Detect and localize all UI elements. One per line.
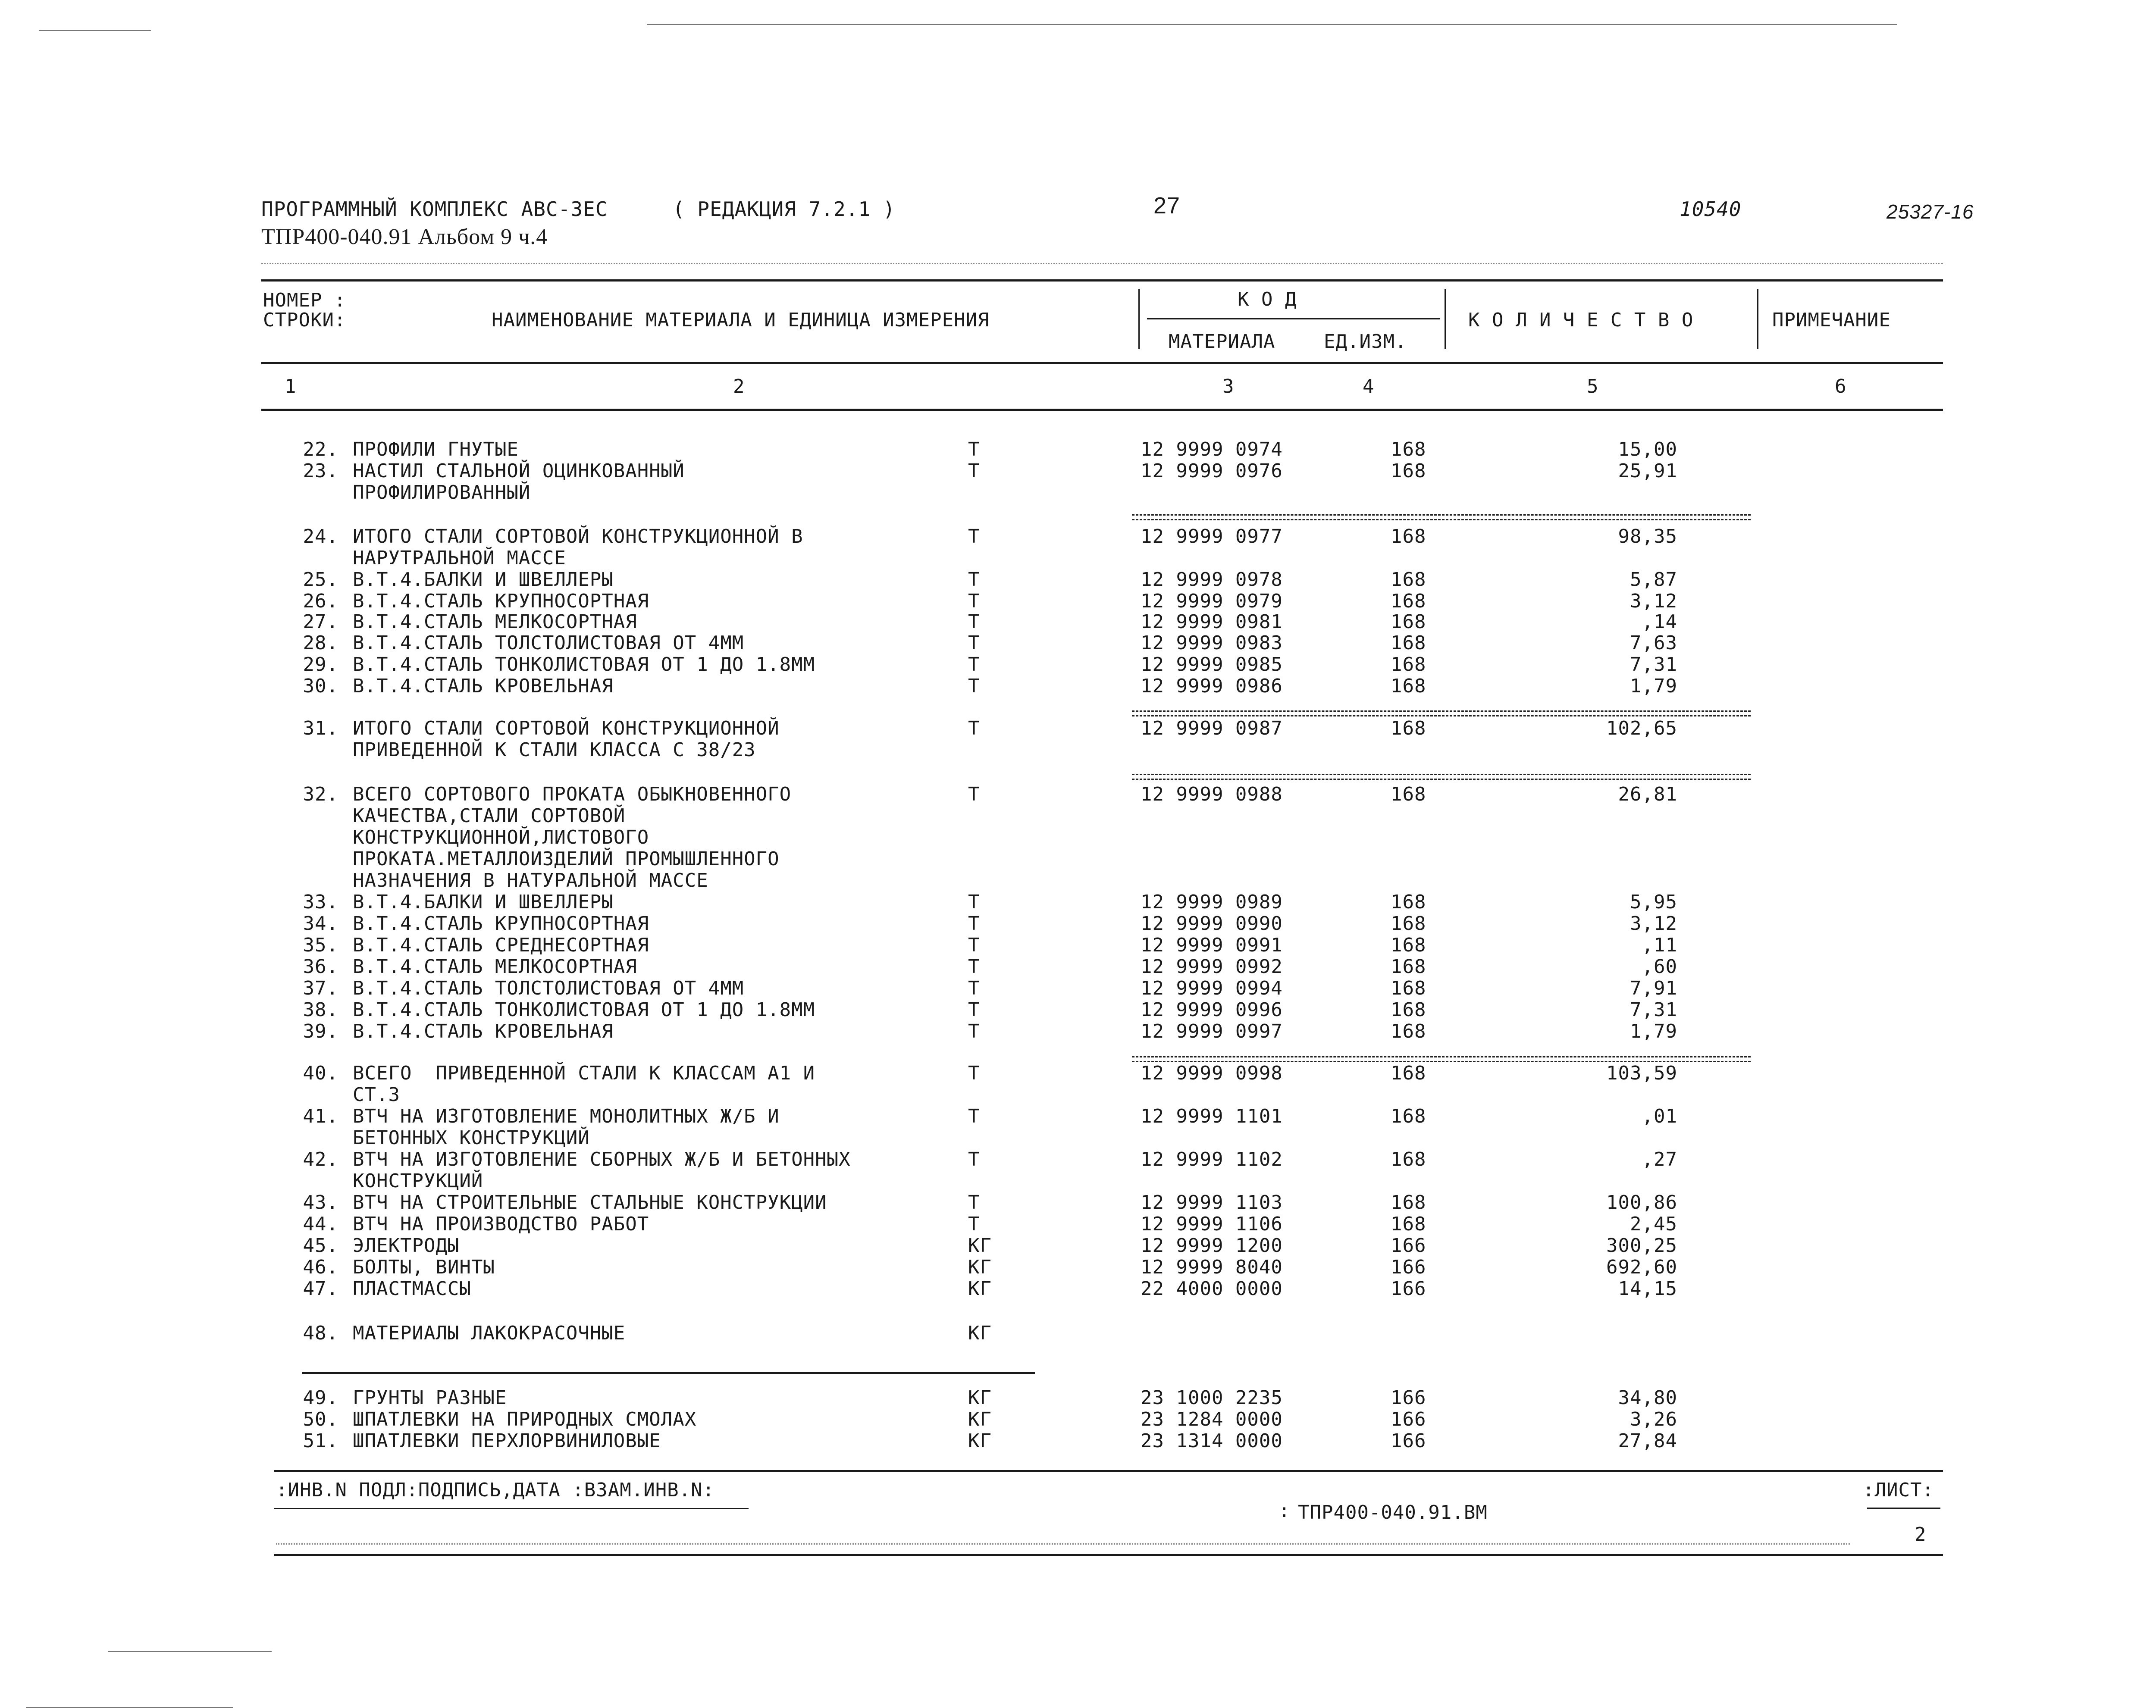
quantity: 1,79 (1630, 1020, 1677, 1042)
dotted-separator (276, 1543, 1850, 1545)
unit-of-measure: Т (968, 977, 980, 999)
material-name: В.Т.4.СТАЛЬ СРЕДНЕСОРТНАЯ (353, 934, 649, 956)
total-separator (1132, 514, 1751, 520)
note-column-header: ПРИМЕЧАНИЕ (1772, 309, 1891, 331)
quantity: 3,12 (1630, 590, 1677, 612)
quantity: 34,80 (1618, 1387, 1677, 1409)
code-split-rule (1147, 318, 1440, 319)
row-number: 38. (303, 999, 338, 1021)
unit-of-measure: КГ (968, 1322, 992, 1344)
row-number: 51. (303, 1430, 338, 1452)
quantity: 2,45 (1630, 1213, 1677, 1235)
unit-code: 168 (1391, 460, 1426, 482)
unit-code: 168 (1391, 1105, 1426, 1127)
material-name: В.Т.4.СТАЛЬ ТОЛСТОЛИСТОВАЯ ОТ 4ММ (353, 632, 744, 654)
row-number: 23. (303, 460, 338, 482)
unit-code: 168 (1391, 611, 1426, 633)
material-code: 23 1284 0000 (1141, 1408, 1283, 1430)
code-material-header: МАТЕРИАЛА (1169, 331, 1275, 353)
material-code: 12 9999 0977 (1141, 526, 1283, 547)
code-column-header: К О Д (1238, 288, 1297, 310)
row-number: 41. (303, 1105, 338, 1127)
unit-of-measure: Т (968, 956, 980, 978)
row-number: 28. (303, 632, 338, 654)
row-number: 48. (303, 1322, 338, 1344)
row-number: 47. (303, 1278, 338, 1300)
dotted-separator (261, 263, 1943, 264)
quantity: 103,59 (1606, 1062, 1677, 1084)
unit-code: 168 (1391, 590, 1426, 612)
sheet-label: :ЛИСТ: (1863, 1479, 1934, 1501)
unit-code: 168 (1391, 977, 1426, 999)
name-column-header: НАИМЕНОВАНИЕ МАТЕРИАЛА И ЕДИНИЦА ИЗМЕРЕНИЯ (492, 309, 990, 331)
unit-code: 168 (1391, 999, 1426, 1021)
material-code: 12 9999 0990 (1141, 913, 1283, 935)
row-number: 24. (303, 526, 338, 547)
row-number: 25. (303, 569, 338, 591)
scan-artifact (39, 30, 151, 31)
program-title: ПРОГРАММНЫЙ КОМПЛЕКС АВС-3ЕС (261, 197, 608, 221)
unit-of-measure: КГ (968, 1256, 992, 1278)
unit-of-measure: Т (968, 1192, 980, 1214)
material-code: 12 9999 0986 (1141, 675, 1283, 697)
column-index-4: 4 (1363, 375, 1375, 397)
unit-of-measure: Т (968, 590, 980, 612)
quantity: ,60 (1642, 956, 1677, 978)
row-number: 39. (303, 1020, 338, 1042)
material-name: В.Т.4.СТАЛЬ КРОВЕЛЬНАЯ (353, 675, 614, 697)
material-name: ВТЧ НА ПРОИЗВОДСТВО РАБОТ (353, 1213, 649, 1235)
material-code: 12 9999 1102 (1141, 1148, 1283, 1170)
material-name: ПРОФИЛИ ГНУТЫЕ (353, 438, 519, 460)
stamp-bottom-rule (274, 1554, 1943, 1556)
unit-of-measure: Т (968, 1105, 980, 1127)
material-code: 12 9999 0987 (1141, 717, 1283, 739)
material-name: ШПАТЛЕВКИ ПЕРХЛОРВИНИЛОВЫЕ (353, 1430, 661, 1452)
column-index-6: 6 (1835, 375, 1847, 397)
material-code: 12 9999 0976 (1141, 460, 1283, 482)
sheet-rule (1867, 1508, 1940, 1509)
row-number: 49. (303, 1387, 338, 1409)
unit-code: 166 (1391, 1235, 1426, 1257)
material-code: 23 1314 0000 (1141, 1430, 1283, 1452)
code-unit-header: ЕД.ИЗМ. (1324, 331, 1407, 353)
material-name: ИТОГО СТАЛИ СОРТОВОЙ КОНСТРУКЦИОННОЙ В НАРУТРАЛЬНОЙ МАССЕ (353, 526, 803, 569)
row-number: 27. (303, 611, 338, 633)
row-number: 34. (303, 913, 338, 935)
sheet-number: 2 (1915, 1523, 1927, 1545)
material-name: В.Т.4.БАЛКИ И ШВЕЛЛЕРЫ (353, 891, 614, 913)
unit-of-measure: Т (968, 999, 980, 1021)
material-name: НАСТИЛ СТАЛЬНОЙ ОЦИНКОВАННЫЙ ПРОФИЛИРОВАННЫЙ (353, 460, 685, 504)
unit-of-measure: КГ (968, 1235, 992, 1257)
material-name: ВСЕГО СОРТОВОГО ПРОКАТА ОБЫКНОВЕННОГО КАЧЕСТВА,СТАЛИ СОРТОВОЙ КОНСТРУКЦИОННОЙ,ЛИСТОВОГО ПРОКАТА.МЕТАЛЛОИЗДЕЛИЙ ПРОМЫШЛЕННОГО НАЗНАЧЕНИЯ В НАТУРАЛЬНОЙ МАССЕ (353, 783, 792, 892)
material-name: ИТОГО СТАЛИ СОРТОВОЙ КОНСТРУКЦИОННОЙ ПРИВЕДЕННОЙ К СТАЛИ КЛАССА С 38/23 (353, 717, 780, 761)
unit-code: 166 (1391, 1408, 1426, 1430)
row-number: 35. (303, 934, 338, 956)
material-code: 12 9999 0979 (1141, 590, 1283, 612)
material-code: 12 9999 8040 (1141, 1256, 1283, 1278)
header-top-rule (261, 279, 1943, 282)
material-code: 12 9999 0996 (1141, 999, 1283, 1021)
unit-code: 168 (1391, 913, 1426, 935)
scan-artifact (647, 24, 1897, 25)
quantity: 25,91 (1618, 460, 1677, 482)
material-name: ВТЧ НА ИЗГОТОВЛЕНИЕ СБОРНЫХ Ж/Б И БЕТОННЫХ КОНСТРУКЦИЙ (353, 1148, 851, 1192)
stamp-labels: :ИНВ.N ПОДЛ:ПОДПИСЬ,ДАТА :ВЗАМ.ИНВ.N: (276, 1479, 715, 1501)
material-name: В.Т.4.СТАЛЬ КРУПНОСОРТНАЯ (353, 913, 649, 935)
row-number: 26. (303, 590, 338, 612)
unit-of-measure: Т (968, 783, 980, 805)
album-title: ТПР400-040.91 Альбом 9 ч.4 (261, 225, 548, 249)
unit-of-measure: Т (968, 569, 980, 591)
quantity: 5,95 (1630, 891, 1677, 913)
row-number: 22. (303, 438, 338, 460)
quantity: 3,12 (1630, 913, 1677, 935)
column-index-5: 5 (1587, 375, 1599, 397)
header-mid-rule (261, 362, 1943, 364)
material-name: В.Т.4.СТАЛЬ МЕЛКОСОРТНАЯ (353, 611, 637, 633)
unit-of-measure: Т (968, 1062, 980, 1084)
unit-code: 166 (1391, 1278, 1426, 1300)
doc-number: 25327-16 (1887, 200, 1974, 223)
material-name: В.Т.4.СТАЛЬ ТОЛСТОЛИСТОВАЯ ОТ 4ММ (353, 977, 744, 999)
quantity: ,14 (1642, 611, 1677, 633)
unit-of-measure: КГ (968, 1387, 992, 1409)
unit-code: 166 (1391, 1430, 1426, 1452)
quantity: 1,79 (1630, 675, 1677, 697)
unit-of-measure: Т (968, 526, 980, 547)
unit-of-measure: Т (968, 1020, 980, 1042)
unit-code: 168 (1391, 1062, 1426, 1084)
material-name: МАТЕРИАЛЫ ЛАКОКРАСОЧНЫЕ (353, 1322, 626, 1344)
quantity: 27,84 (1618, 1430, 1677, 1452)
quantity: 7,63 (1630, 632, 1677, 654)
quantity: 5,87 (1630, 569, 1677, 591)
unit-code: 168 (1391, 526, 1426, 547)
scan-artifact (108, 1651, 272, 1652)
material-code: 12 9999 0989 (1141, 891, 1283, 913)
total-separator (1132, 710, 1751, 716)
unit-of-measure: Т (968, 1148, 980, 1170)
row-number: 45. (303, 1235, 338, 1257)
quantity: ,11 (1642, 934, 1677, 956)
material-code: 12 9999 1200 (1141, 1235, 1283, 1257)
header-bottom-rule (261, 409, 1943, 411)
quantity-column-header: К О Л И Ч Е С Т В О (1468, 309, 1694, 331)
column-index-2: 2 (733, 375, 745, 397)
quantity: 7,31 (1630, 999, 1677, 1021)
unit-code: 168 (1391, 1148, 1426, 1170)
material-name: В.Т.4.СТАЛЬ ТОНКОЛИСТОВАЯ ОТ 1 ДО 1.8ММ (353, 999, 815, 1021)
unit-code: 168 (1391, 891, 1426, 913)
row-number: 43. (303, 1192, 338, 1214)
unit-code: 168 (1391, 632, 1426, 654)
material-code: 12 9999 1103 (1141, 1192, 1283, 1214)
material-code: 12 9999 0991 (1141, 934, 1283, 956)
unit-code: 168 (1391, 1213, 1426, 1235)
material-name: ВТЧ НА ИЗГОТОВЛЕНИЕ МОНОЛИТНЫХ Ж/Б И БЕТОННЫХ КОНСТРУКЦИЙ (353, 1105, 780, 1149)
unit-of-measure: КГ (968, 1408, 992, 1430)
quantity: ,01 (1642, 1105, 1677, 1127)
row-number: 32. (303, 783, 338, 805)
row-number-label-2: СТРОКИ: (263, 309, 346, 331)
edition: ( РЕДАКЦИЯ 7.2.1 ) (673, 197, 896, 221)
unit-of-measure: КГ (968, 1430, 992, 1452)
material-name: В.Т.4.СТАЛЬ ТОНКОЛИСТОВАЯ ОТ 1 ДО 1.8ММ (353, 654, 815, 676)
material-code: 12 9999 0988 (1141, 783, 1283, 805)
unit-of-measure: Т (968, 611, 980, 633)
unit-of-measure: Т (968, 438, 980, 460)
column-divider (1445, 289, 1446, 349)
unit-of-measure: Т (968, 1213, 980, 1235)
quantity: 3,26 (1630, 1408, 1677, 1430)
stamp-top-rule (274, 1470, 1943, 1472)
quantity: 100,86 (1606, 1192, 1677, 1214)
quantity: 15,00 (1618, 438, 1677, 460)
material-code: 12 9999 0983 (1141, 632, 1283, 654)
unit-of-measure: Т (968, 654, 980, 676)
document-code: ТПР400-040.91.ВМ (1298, 1502, 1488, 1523)
material-code: 12 9999 0985 (1141, 654, 1283, 676)
row-number: 29. (303, 654, 338, 676)
quantity: 14,15 (1618, 1278, 1677, 1300)
row-number: 36. (303, 956, 338, 978)
unit-code: 168 (1391, 783, 1426, 805)
quantity: 7,91 (1630, 977, 1677, 999)
row-number-label-1: НОМЕР : (263, 289, 346, 311)
quantity: 692,60 (1606, 1256, 1677, 1278)
unit-code: 168 (1391, 717, 1426, 739)
unit-code: 168 (1391, 1192, 1426, 1214)
stamp-label-rule (274, 1508, 749, 1509)
row-number: 46. (303, 1256, 338, 1278)
unit-code: 168 (1391, 934, 1426, 956)
material-code: 12 9999 0994 (1141, 977, 1283, 999)
quantity: 7,31 (1630, 654, 1677, 676)
material-name: ВТЧ НА СТРОИТЕЛЬНЫЕ СТАЛЬНЫЕ КОНСТРУКЦИИ (353, 1192, 827, 1214)
row-number: 40. (303, 1062, 338, 1084)
unit-code: 168 (1391, 438, 1426, 460)
row-number: 44. (303, 1213, 338, 1235)
page-number: 27 (1153, 193, 1181, 219)
material-code: 12 9999 0997 (1141, 1020, 1283, 1042)
quantity: 102,65 (1606, 717, 1677, 739)
row-number: 50. (303, 1408, 338, 1430)
row-number: 30. (303, 675, 338, 697)
material-name: БОЛТЫ, ВИНТЫ (353, 1256, 495, 1278)
total-separator (1132, 774, 1751, 780)
unit-code: 168 (1391, 956, 1426, 978)
unit-code: 168 (1391, 1020, 1426, 1042)
material-code: 12 9999 0974 (1141, 438, 1283, 460)
material-code: 12 9999 0978 (1141, 569, 1283, 591)
material-code: 12 9999 1106 (1141, 1213, 1283, 1235)
unit-code: 168 (1391, 654, 1426, 676)
column-divider (1757, 289, 1758, 349)
unit-of-measure: Т (968, 632, 980, 654)
material-name: ПЛАСТМАССЫ (353, 1278, 471, 1300)
unit-of-measure: Т (968, 891, 980, 913)
unit-of-measure: Т (968, 460, 980, 482)
material-code: 12 9999 0981 (1141, 611, 1283, 633)
column-index-3: 3 (1222, 375, 1235, 397)
stamp-sep: : (1279, 1500, 1291, 1522)
material-code: 23 1000 2235 (1141, 1387, 1283, 1409)
material-code: 12 9999 1101 (1141, 1105, 1283, 1127)
material-name: ЭЛЕКТРОДЫ (353, 1235, 460, 1257)
unit-code: 166 (1391, 1387, 1426, 1409)
material-name: В.Т.4.СТАЛЬ МЕЛКОСОРТНАЯ (353, 956, 637, 978)
unit-code: 168 (1391, 675, 1426, 697)
unit-of-measure: Т (968, 675, 980, 697)
row-number: 31. (303, 717, 338, 739)
unit-code: 166 (1391, 1256, 1426, 1278)
column-index-1: 1 (285, 375, 297, 397)
row-number: 33. (303, 891, 338, 913)
unit-of-measure: КГ (968, 1278, 992, 1300)
quantity: 300,25 (1606, 1235, 1677, 1257)
row-48-underline (302, 1372, 1035, 1374)
material-code: 22 4000 0000 (1141, 1278, 1283, 1300)
material-code: 12 9999 0998 (1141, 1062, 1283, 1084)
unit-of-measure: Т (968, 913, 980, 935)
quantity: 26,81 (1618, 783, 1677, 805)
quantity: 98,35 (1618, 526, 1677, 547)
unit-of-measure: Т (968, 934, 980, 956)
material-name: В.Т.4.БАЛКИ И ШВЕЛЛЕРЫ (353, 569, 614, 591)
row-number: 37. (303, 977, 338, 999)
material-name: ШПАТЛЕВКИ НА ПРИРОДНЫХ СМОЛАХ (353, 1408, 697, 1430)
unit-code: 168 (1391, 569, 1426, 591)
material-name: ГРУНТЫ РАЗНЫЕ (353, 1387, 507, 1409)
quantity: ,27 (1642, 1148, 1677, 1170)
total-separator (1132, 1056, 1751, 1062)
material-name: В.Т.4.СТАЛЬ КРОВЕЛЬНАЯ (353, 1020, 614, 1042)
header-code: 10540 (1680, 197, 1742, 221)
material-code: 12 9999 0992 (1141, 956, 1283, 978)
unit-of-measure: Т (968, 717, 980, 739)
column-divider (1138, 289, 1140, 349)
material-name: ВСЕГО ПРИВЕДЕННОЙ СТАЛИ К КЛАССАМ А1 И СТ.3 (353, 1062, 815, 1106)
material-name: В.Т.4.СТАЛЬ КРУПНОСОРТНАЯ (353, 590, 649, 612)
row-number: 42. (303, 1148, 338, 1170)
